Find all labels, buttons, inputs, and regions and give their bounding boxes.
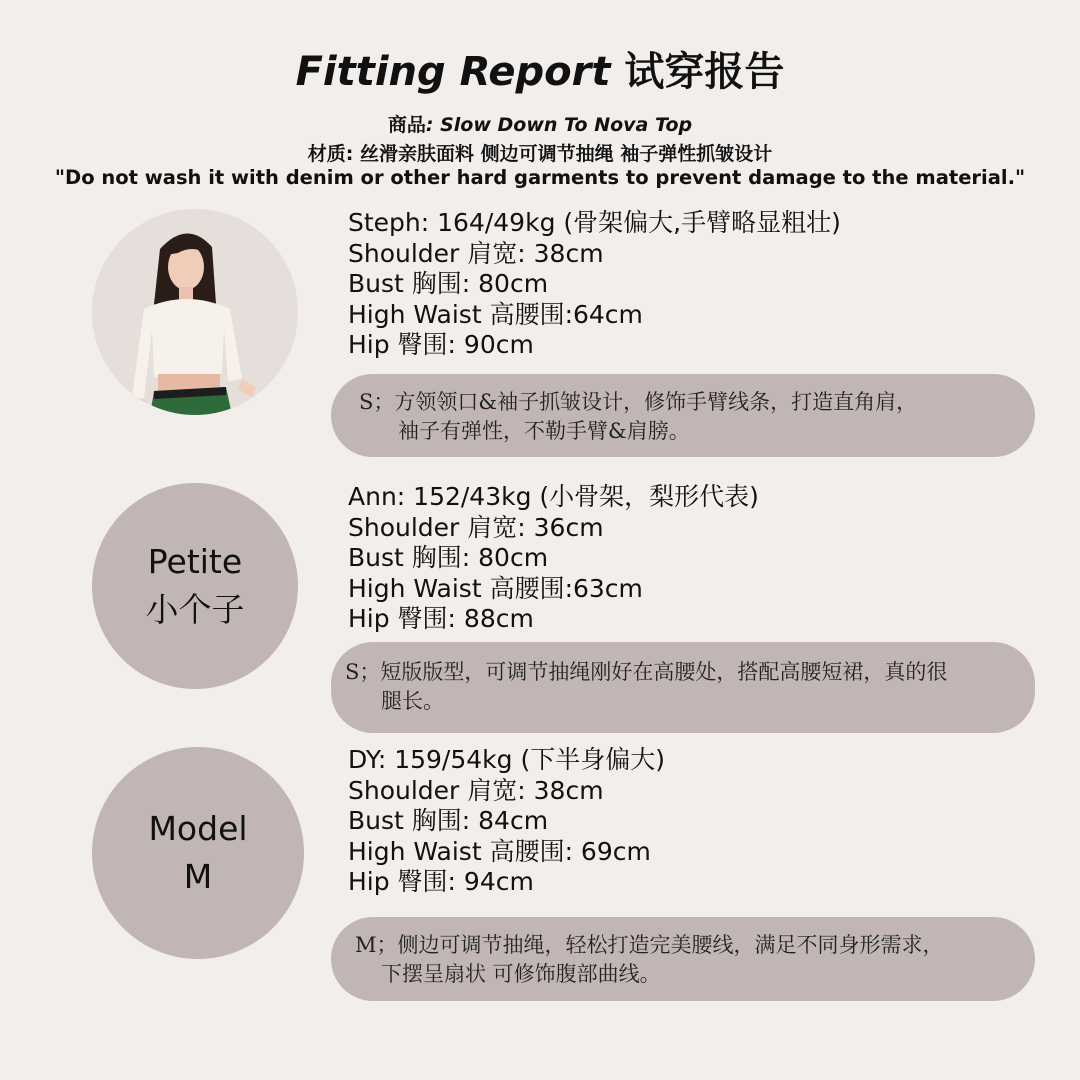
model-3-shoulder: Shoulder 肩宽: 38cm: [348, 775, 604, 805]
model-2-note-line-1: S；短版版型，可调节抽绳刚好在高腰处，搭配高腰短裙，真的很: [345, 660, 948, 684]
product-line: [0, 110, 1080, 137]
model-m-avatar: [92, 747, 304, 959]
model-3-bust: Bust 胸围: 84cm: [348, 806, 549, 835]
model-1-note-line-1: S；方领领口&袖子抓皱设计，修饰手臂线条，打造直角肩，: [359, 390, 918, 414]
page-title: [0, 40, 1080, 97]
model-3-high-waist: High Waist 高腰围: 69cm: [348, 836, 651, 866]
model-3-note-line-2: 下摆呈扇状 可修饰腹部曲线。: [381, 962, 661, 986]
care-note: "Do not wash it with denim or other hard garments to prevent damage to the material.": [54, 166, 1026, 189]
model-1-name-line: Steph: 164/49kg (骨架偏大,手臂略显粗壮): [348, 208, 841, 237]
model-1-high-waist: High Waist 高腰围:64cm: [348, 299, 643, 329]
model-m-label-line-2: M: [183, 857, 213, 896]
model-m-label-line-1: Model: [148, 809, 248, 848]
petite-avatar: [92, 483, 298, 689]
model-3-specs: [348, 745, 665, 898]
model-1-shoulder: Shoulder 肩宽: 38cm: [348, 238, 604, 268]
model-3-name-line: DY: 159/54kg (下半身偏大): [348, 745, 665, 774]
model-2-specs: [348, 482, 759, 635]
petite-label-en: Petite: [147, 542, 243, 581]
model-1-note-line-2: 袖子有弹性，不勒手臂&肩膀。: [398, 419, 690, 443]
title-english: Fitting Report: [295, 49, 611, 95]
model-3-note-line-1: M；侧边可调节抽绳，轻松打造完美腰线，满足不同身形需求，: [355, 933, 944, 957]
model-1-specs: [348, 208, 841, 361]
model-photo-avatar: [92, 209, 298, 415]
model-2-hip: Hip 臀围: 88cm: [348, 604, 534, 633]
model-2-name-line: Ann: 152/43kg (小骨架，梨形代表): [348, 482, 759, 511]
model-1-hip: Hip 臀围: 90cm: [348, 330, 534, 359]
model-photo-illustration: [92, 209, 298, 415]
product-name: : Slow Down To Nova Top: [425, 114, 693, 136]
product-label: 商品: [387, 114, 426, 136]
model-1-bust: Bust 胸围: 80cm: [348, 269, 549, 298]
model-2-note-line-2: 腿长。: [381, 689, 444, 713]
model-2-high-waist: High Waist 高腰围:63cm: [348, 573, 643, 603]
model-2-bust: Bust 胸围: 80cm: [348, 543, 549, 572]
title-chinese: 试穿报告: [610, 49, 785, 95]
petite-label-cn: 小个子: [145, 590, 245, 629]
model-2-shoulder: Shoulder 肩宽: 36cm: [348, 512, 604, 542]
model-2-fit-note: [331, 642, 1035, 733]
model-1-fit-note: [331, 374, 1035, 457]
model-3-fit-note: [331, 917, 1035, 1001]
material-line: 材质: 丝滑亲肤面料 侧边可调节抽绳 袖子弹性抓皱设计: [307, 143, 773, 165]
model-3-hip: Hip 臀围: 94cm: [348, 867, 534, 896]
